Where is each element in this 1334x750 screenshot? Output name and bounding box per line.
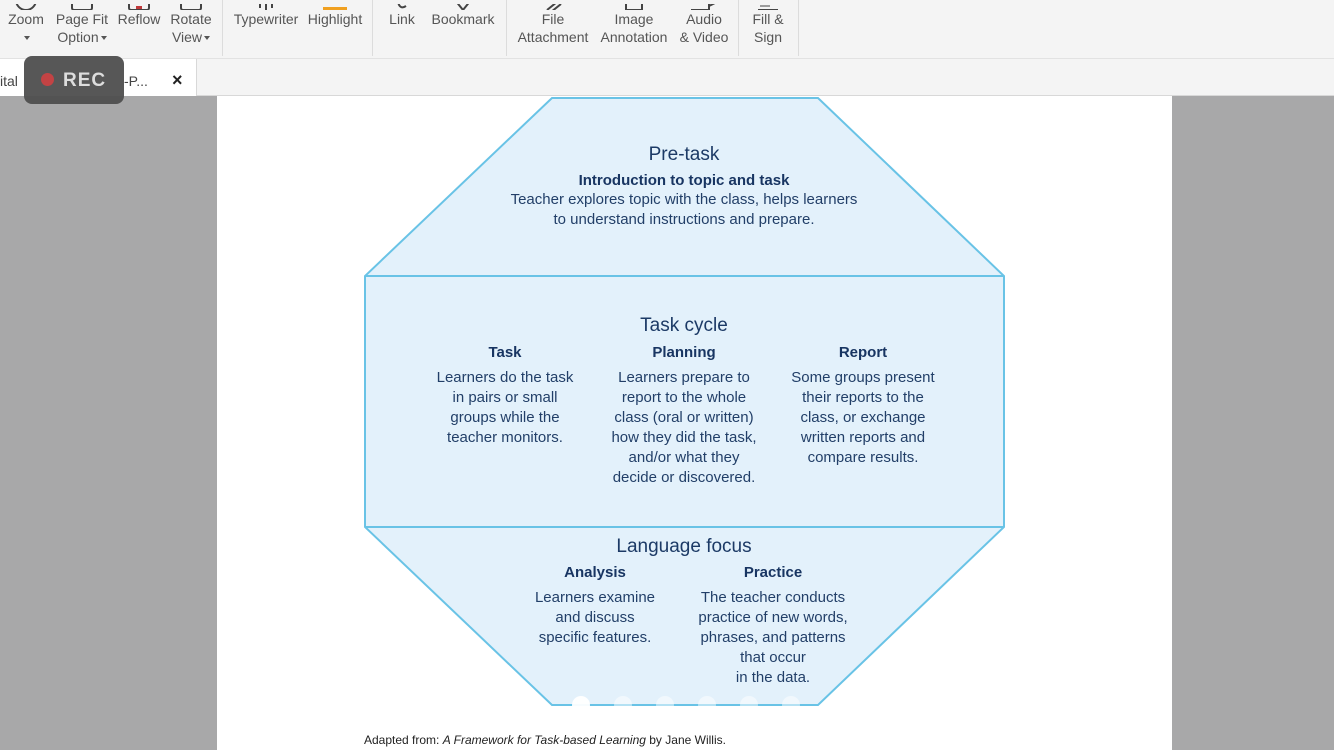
cycle-title: Task cycle <box>640 315 728 336</box>
reflow-button[interactable] <box>116 0 162 28</box>
page-dot[interactable] <box>782 696 800 714</box>
chevron-down-icon <box>24 36 30 40</box>
task-description <box>415 368 595 448</box>
highlight-button[interactable] <box>306 0 364 28</box>
file-label-2: Attachment <box>517 29 589 45</box>
chevron-down-icon <box>101 36 107 40</box>
tab-title-suffix: -P... <box>124 73 148 89</box>
file-attachment-button[interactable] <box>514 0 592 46</box>
recording-indicator[interactable] <box>24 56 124 104</box>
record-dot-icon <box>41 73 54 86</box>
page-fit-label-2: Option <box>57 29 99 45</box>
typewriter-label: Typewriter <box>233 11 299 27</box>
page-fit-label: Page Fit <box>55 11 109 27</box>
image-label-2: Annotation <box>600 29 668 45</box>
report-line: compare results. <box>807 449 919 466</box>
page-fit-icon <box>70 0 94 10</box>
task-line: groups while the <box>450 409 560 426</box>
planning-line: how they did the task, <box>611 429 757 446</box>
report-description <box>768 368 958 468</box>
toolbar-divider <box>506 0 507 56</box>
report-line: class, or exchange <box>800 409 926 426</box>
language-title: Language focus <box>616 536 752 557</box>
analysis-line: Learners examine <box>534 589 656 606</box>
close-icon[interactable]: × <box>172 70 183 90</box>
planning-line: Learners prepare to <box>618 369 750 386</box>
paperclip-icon <box>541 0 565 10</box>
planning-line: report to the whole <box>621 389 747 406</box>
planning-line: class (oral or written) <box>614 409 754 426</box>
planning-heading: Planning <box>652 344 716 361</box>
planning-line: decide or discovered. <box>612 469 756 486</box>
pretask-description <box>434 190 934 230</box>
report-line: their reports to the <box>802 389 924 406</box>
analysis-heading: Analysis <box>564 564 626 581</box>
rotate-label-2: View <box>171 29 203 45</box>
planning-line: and/or what they <box>628 449 740 466</box>
practice-heading: Practice <box>743 564 803 581</box>
practice-line: that occur <box>740 649 806 666</box>
practice-line: phrases, and patterns <box>700 629 846 646</box>
document-page <box>217 96 1172 750</box>
typewriter-button[interactable] <box>230 0 302 28</box>
page-dot[interactable] <box>740 696 758 714</box>
fill-label: Fill & <box>752 11 784 27</box>
page-dot[interactable] <box>656 696 674 714</box>
audio-label-2: & Video <box>679 29 729 45</box>
pretask-line: Teacher explores topic with the class, helps learners <box>510 191 858 208</box>
page-indicator-dots <box>572 696 824 719</box>
caption-prefix: Adapted from: <box>364 733 443 747</box>
analysis-line: and discuss <box>555 609 635 626</box>
caption-book-title: A Framework for Task-based Learning <box>442 733 646 747</box>
video-icon <box>689 0 719 10</box>
link-label: Link <box>389 11 415 27</box>
link-button[interactable] <box>382 0 422 28</box>
rotate-label: Rotate <box>170 11 212 27</box>
document-tab-bar <box>0 59 1334 96</box>
task-line: Learners do the task <box>436 369 574 386</box>
fill-label-2: Sign <box>753 29 783 45</box>
report-line: Some groups present <box>791 369 935 386</box>
reflow-icon <box>127 0 151 10</box>
zoom-icon <box>13 0 39 10</box>
typewriter-icon <box>254 0 278 10</box>
image-icon <box>622 0 646 10</box>
zoom-label: Zoom <box>8 11 44 27</box>
figure-caption <box>364 733 726 747</box>
bookmark-button[interactable] <box>428 0 498 28</box>
file-label: File <box>541 11 565 27</box>
toolbar-divider <box>798 0 799 56</box>
practice-line: practice of new words, <box>698 609 848 626</box>
page-dot[interactable] <box>614 696 632 714</box>
link-icon <box>390 0 414 10</box>
bookmark-label: Bookmark <box>431 11 495 27</box>
practice-line: in the data. <box>735 669 811 686</box>
task-heading: Task <box>488 344 522 361</box>
reflow-label: Reflow <box>117 11 161 27</box>
rotate-icon <box>179 0 203 10</box>
chevron-down-icon <box>204 36 210 40</box>
analysis-description <box>505 588 685 648</box>
task-line: teacher monitors. <box>447 429 563 446</box>
zoom-button[interactable] <box>4 0 48 46</box>
highlight-icon <box>323 0 347 10</box>
audio-label: Audio <box>686 11 722 27</box>
report-heading: Report <box>838 344 888 361</box>
image-annotation-button[interactable] <box>598 0 670 46</box>
highlight-label: Highlight <box>307 11 363 27</box>
bookmark-icon <box>451 0 475 10</box>
pretask-line: to understand instructions and prepare. <box>553 211 815 228</box>
audio-video-button[interactable] <box>678 0 730 46</box>
fill-sign-button[interactable] <box>746 0 790 46</box>
analysis-line: specific features. <box>538 629 652 646</box>
signature-icon <box>756 0 780 10</box>
toolbar-divider <box>738 0 739 56</box>
rotate-view-button[interactable] <box>168 0 214 46</box>
page-dot[interactable] <box>698 696 716 714</box>
pretask-subtitle: Introduction to topic and task <box>578 172 790 189</box>
planning-description <box>589 368 779 488</box>
report-line: written reports and <box>800 429 926 446</box>
ribbon-toolbar <box>0 0 1334 59</box>
page-fit-option-button[interactable] <box>54 0 110 46</box>
rec-label: REC <box>63 70 107 91</box>
tab-title: ital <box>0 73 18 89</box>
practice-description <box>678 588 868 688</box>
page-dot[interactable] <box>572 696 590 714</box>
toolbar-divider <box>372 0 373 56</box>
task-line: in pairs or small <box>452 389 558 406</box>
toolbar-divider <box>222 0 223 56</box>
image-label: Image <box>614 11 654 27</box>
practice-line: The teacher conducts <box>700 589 846 606</box>
pretask-title: Pre-task <box>648 144 720 165</box>
caption-suffix: by Jane Willis. <box>645 733 726 747</box>
